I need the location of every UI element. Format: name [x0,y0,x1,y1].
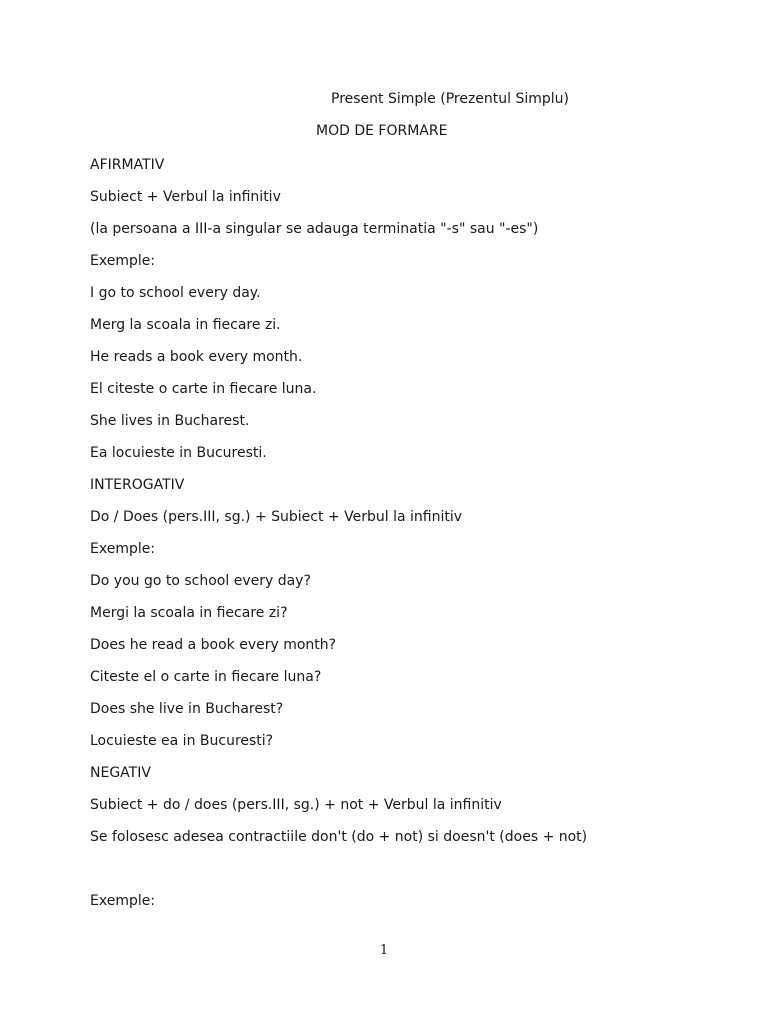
example-translation: Locuieste ea in Bucuresti? [90,733,274,749]
contraction-note: Se folosesc adesea contractiile don't (do + not) si doesn't (does + not) [90,829,588,845]
example-sentence: She lives in Bucharest. [90,413,250,429]
example-sentence: Does she live in Bucharest? [90,701,284,717]
examples-label: Exemple: [90,541,156,557]
example-translation: Citeste el o carte in fiecare luna? [90,669,322,685]
rule-interogativ: Do / Does (pers.III, sg.) + Subiect + Verbul la infinitiv [90,509,462,525]
example-translation: Mergi la scoala in fiecare zi? [90,605,288,621]
example-sentence: I go to school every day. [90,285,261,301]
heading-interogativ: INTEROGATIV [90,477,185,493]
example-translation: El citeste o carte in fiecare luna. [90,381,317,397]
blank-line [90,859,730,891]
examples-label: Exemple: [90,893,156,909]
example-sentence: Does he read a book every month? [90,637,337,653]
heading-afirmativ: AFIRMATIV [90,157,165,173]
rule-afirmativ: Subiect + Verbul la infinitiv [90,189,281,205]
document-title: Present Simple (Prezentul Simplu) [331,91,570,107]
example-sentence: He reads a book every month. [90,349,303,365]
example-translation: Ea locuieste in Bucuresti. [90,445,267,461]
document-body [90,155,730,923]
section-heading-mod-de-formare: MOD DE FORMARE [316,123,448,139]
example-translation: Merg la scoala in fiecare zi. [90,317,281,333]
rule-note: (la persoana a III-a singular se adauga terminatia "-s" sau "-es") [90,221,539,237]
heading-negativ: NEGATIV [90,765,151,781]
page-number: 1 [379,943,389,958]
examples-label: Exemple: [90,253,156,269]
rule-negativ: Subiect + do / does (pers.III, sg.) + not + Verbul la infinitiv [90,797,502,813]
example-sentence: Do you go to school every day? [90,573,311,589]
